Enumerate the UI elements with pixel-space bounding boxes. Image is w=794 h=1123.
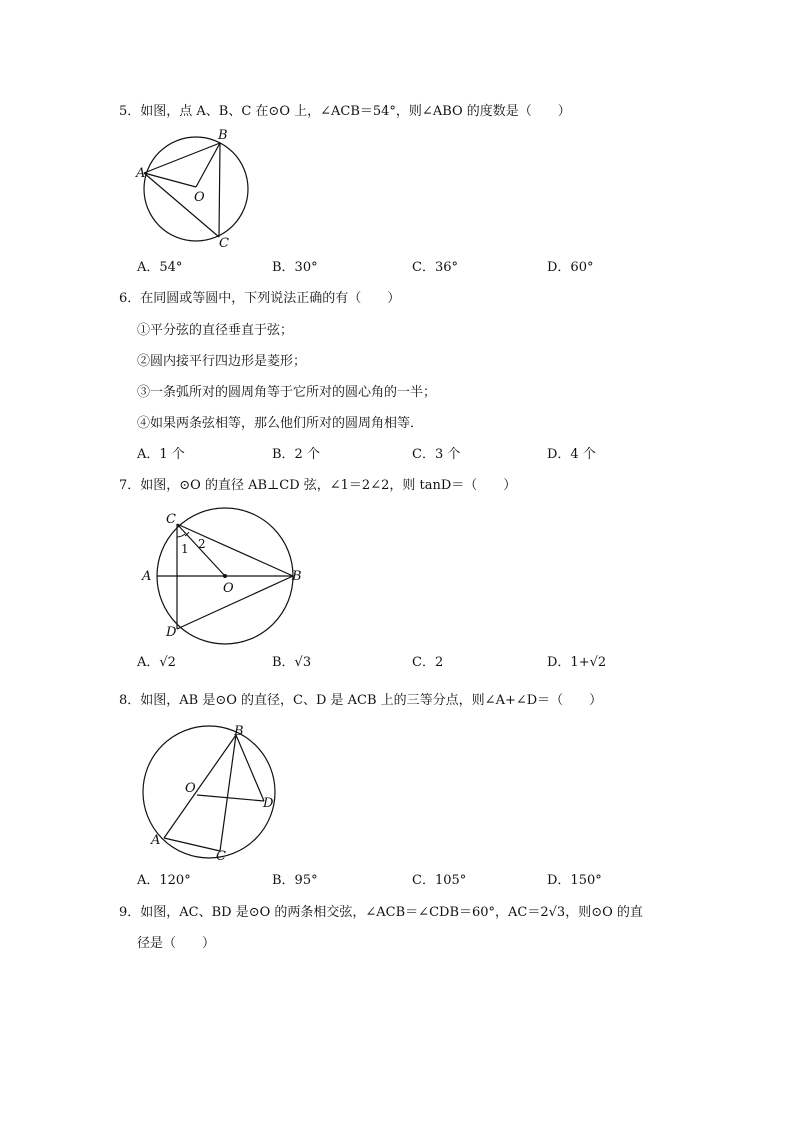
q5-option-a: A．54° bbox=[137, 260, 183, 275]
q5-label-b: B bbox=[218, 128, 228, 143]
q7-label-c: C bbox=[166, 512, 176, 527]
question-9-stem-line1: 9．如图，AC、BD 是⊙O 的两条相交弦，∠ACB＝∠CDB＝60°，AC＝2√3，则⊙O 的直 bbox=[119, 905, 643, 920]
q5-option-d: D．60° bbox=[547, 260, 594, 275]
q7-option-d: D．1+√2 bbox=[547, 655, 607, 670]
q5-option-c: C．36° bbox=[412, 260, 458, 275]
q7-label-angle1: 1 bbox=[181, 542, 189, 556]
q6-statement-1: ①平分弦的直径垂直于弦； bbox=[137, 323, 294, 338]
q7-option-b: B．√3 bbox=[272, 655, 312, 670]
q6-statement-4: ④如果两条弦相等，那么他们所对的圆周角相等． bbox=[137, 416, 424, 431]
question-9-stem-line2: 径是（ ） bbox=[137, 936, 216, 951]
q7-label-o: O bbox=[223, 581, 234, 596]
q7-label-a: A bbox=[142, 569, 152, 584]
q6-option-b: B．2 个 bbox=[272, 447, 320, 462]
question-7-stem: 7．如图，⊙O 的直径 AB⊥CD 弦，∠1＝2∠2，则 tanD＝（ ） bbox=[119, 478, 517, 493]
question-5-stem: 5．如图，点 A、B、C 在⊙O 上，∠ACB＝54°，则∠ABO 的度数是（ ） bbox=[119, 104, 571, 119]
q7-figure bbox=[138, 505, 313, 645]
question-6-stem: 6．在同圆或等圆中，下列说法正确的有（ ） bbox=[119, 291, 401, 306]
q6-statement-2: ②圆内接平行四边形是菱形； bbox=[137, 354, 307, 369]
q8-label-c: C bbox=[216, 849, 226, 864]
q6-option-a: A．1 个 bbox=[137, 447, 185, 462]
q8-label-b: B bbox=[234, 724, 244, 739]
q6-option-c: C．3 个 bbox=[412, 447, 461, 462]
q5-option-b: B．30° bbox=[272, 260, 318, 275]
q7-label-angle2: 2 bbox=[198, 537, 206, 551]
question-8-stem: 8．如图，AB 是⊙O 的直径，C、D 是 ACB 上的三等分点，则∠A+∠D＝（ ） bbox=[119, 693, 603, 708]
q8-label-d: D bbox=[263, 796, 274, 811]
q6-statement-3: ③一条弧所对的圆周角等于它所对的圆心角的一半； bbox=[137, 385, 437, 400]
q6-option-d: D．4 个 bbox=[547, 447, 596, 462]
q5-label-a: A bbox=[136, 166, 146, 181]
q8-label-o: O bbox=[185, 781, 196, 796]
q7-option-a: A．√2 bbox=[137, 655, 176, 670]
q8-option-a: A．120° bbox=[137, 873, 191, 888]
q8-figure bbox=[140, 720, 280, 865]
q7-label-b: B bbox=[292, 569, 302, 584]
q8-option-b: B．95° bbox=[272, 873, 318, 888]
q8-option-c: C．105° bbox=[412, 873, 467, 888]
q5-label-c: C bbox=[219, 236, 229, 250]
q5-label-o: O bbox=[194, 190, 205, 205]
q5-figure bbox=[130, 125, 255, 250]
q7-label-d: D bbox=[166, 625, 177, 640]
q7-option-c: C．2 bbox=[412, 655, 444, 670]
q8-label-a: A bbox=[151, 833, 161, 848]
q8-option-d: D．150° bbox=[547, 873, 602, 888]
